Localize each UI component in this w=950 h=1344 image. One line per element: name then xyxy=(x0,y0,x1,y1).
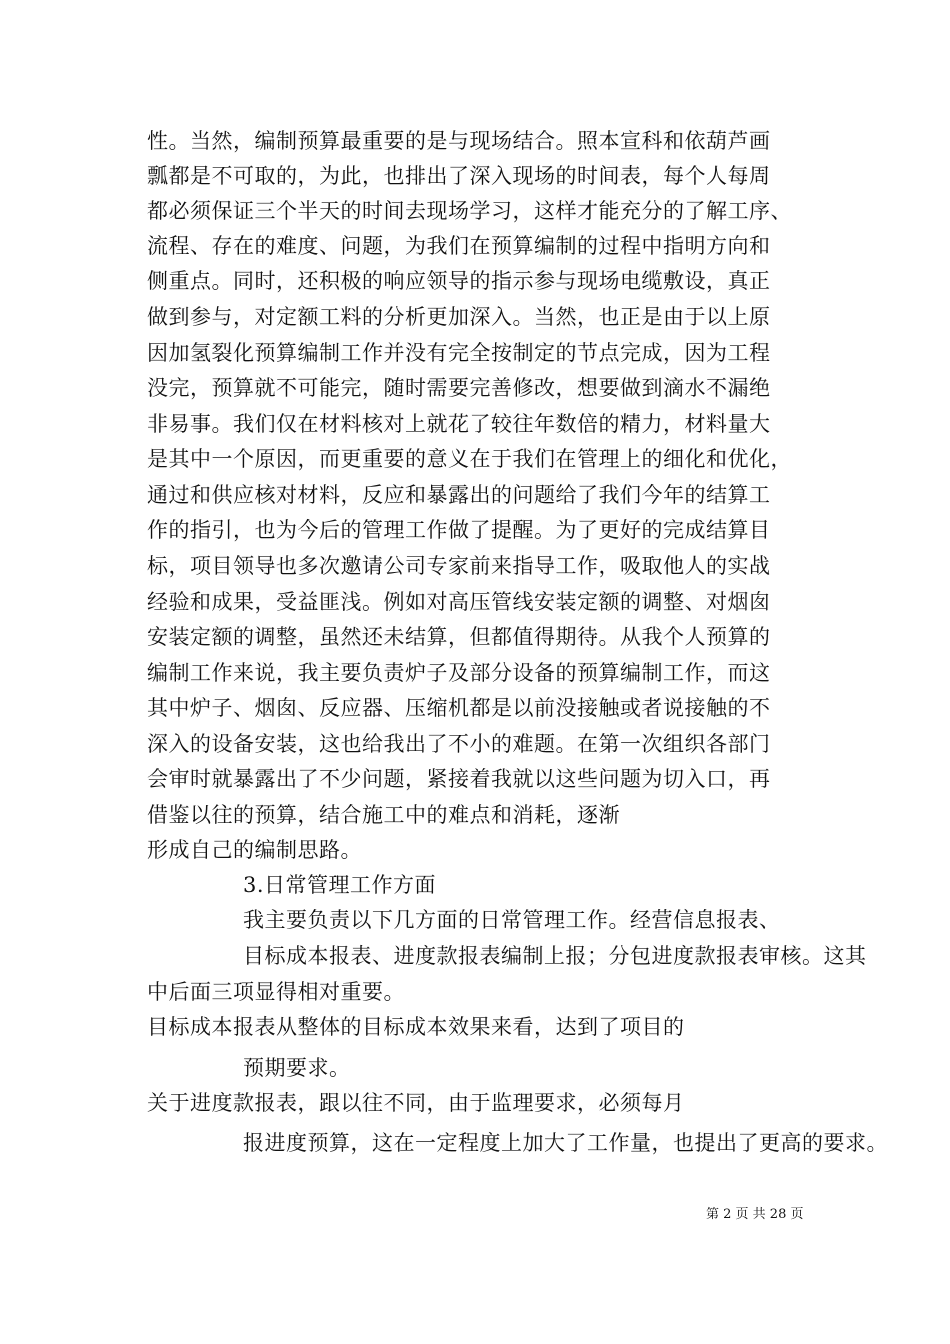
text-line: 目标成本报表从整体的目标成本效果来看，达到了项目的 xyxy=(147,1015,685,1039)
text-line: 流程、存在的难度、问题，为我们在预算编制的过程中指明方向和 xyxy=(147,234,771,258)
text-line: 预期要求。 xyxy=(243,1056,351,1080)
text-line: 都必须保证三个半天的时间去现场学习，这样才能充分的了解工序、 xyxy=(147,199,792,223)
text-line: 没完，预算就不可能完，随时需要完善修改，想要做到滴水不漏绝 xyxy=(147,376,771,400)
text-line: 非易事。我们仅在材料核对上就花了较往年数倍的精力，材料量大 xyxy=(147,412,771,436)
text-line: 作的指引，也为今后的管理工作做了提醒。为了更好的完成结算目 xyxy=(147,518,771,542)
text-line: 性。当然，编制预算最重要的是与现场结合。照本宣科和依葫芦画 xyxy=(147,129,771,153)
text-line: 目标成本报表、进度款报表编制上报；分包进度款报表审核。这其 xyxy=(243,944,867,968)
text-line: 借鉴以往的预算，结合施工中的难点和消耗，逐渐 xyxy=(147,803,620,827)
text-line: 标，项目领导也多次邀请公司专家前来指导工作，吸取他人的实战 xyxy=(147,554,771,578)
page-footer: 第 2 页 共 28 页 xyxy=(706,1207,804,1222)
text-line: 因加氢裂化预算编制工作并没有完全按制定的节点完成，因为工程 xyxy=(147,341,771,365)
text-line: 经验和成果，受益匪浅。例如对高压管线安装定额的调整、对烟囱 xyxy=(147,590,771,614)
text-line: 关于进度款报表，跟以往不同，由于监理要求，必须每月 xyxy=(147,1091,685,1115)
text-line: 编制工作来说，我主要负责炉子及部分设备的预算编制工作，而这 xyxy=(147,661,771,685)
text-line: 安装定额的调整，虽然还未结算，但都值得期待。从我个人预算的 xyxy=(147,625,771,649)
text-line: 瓢都是不可取的，为此，也排出了深入现场的时间表，每个人每周 xyxy=(147,164,771,188)
text-line: 形成自己的编制思路。 xyxy=(147,838,362,862)
text-line: 会审时就暴露出了不少问题，紧接着我就以这些问题为切入口，再 xyxy=(147,767,771,791)
text-line: 其中炉子、烟囱、反应器、压缩机都是以前没接触或者说接触的不 xyxy=(147,696,771,720)
text-line: 做到参与，对定额工料的分析更加深入。当然，也正是由于以上原 xyxy=(147,305,771,329)
text-line: 3.日常管理工作方面 xyxy=(243,873,437,897)
text-line: 深入的设备安装，这也给我出了不小的难题。在第一次组织各部门 xyxy=(147,732,771,756)
section-heading: 我主要负责以下几方面的日常管理工作。经营信息报表、 xyxy=(243,908,781,932)
text-line: 侧重点。同时，还积极的响应领导的指示参与现场电缆敷设，真正 xyxy=(147,269,771,293)
text-line: 报进度预算，这在一定程度上加大了工作量，也提出了更高的要求。 xyxy=(243,1131,888,1155)
text-line: 中后面三项显得相对重要。 xyxy=(147,980,405,1004)
text-line: 是其中一个原因，而更重要的意义在于我们在管理上的细化和优化， xyxy=(147,447,792,471)
text-line: 通过和供应核对材料，反应和暴露出的问题给了我们今年的结算工 xyxy=(147,483,771,507)
